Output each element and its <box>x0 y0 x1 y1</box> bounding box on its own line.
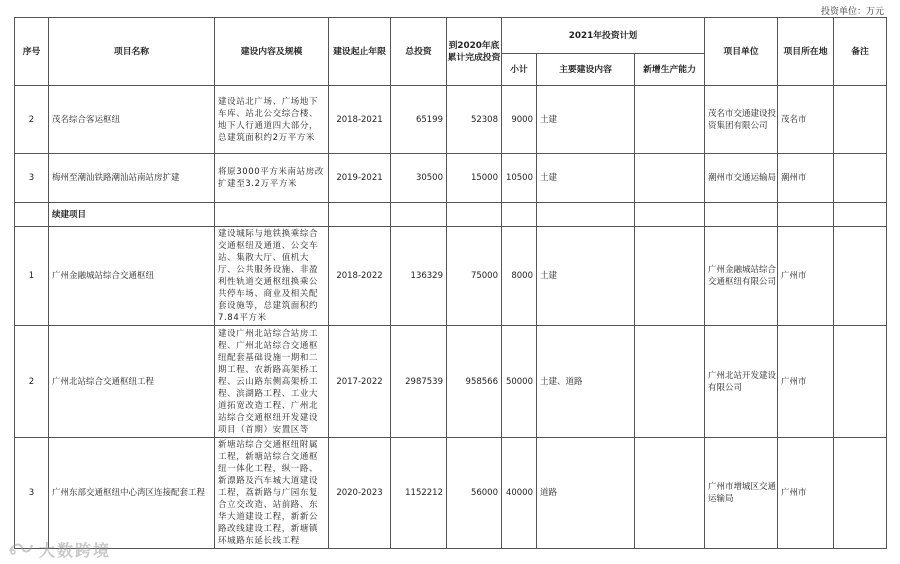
cell-period: 2018-2021 <box>329 86 391 154</box>
cell-content: 建设站北广场、广场地下车库、站北公交综合楼、地下人行通道四大部分，总建筑面积约2万平方米 <box>215 86 329 154</box>
cell-name: 广州东部交通枢纽中心湾区连接配套工程 <box>49 438 215 549</box>
header-name: 项目名称 <box>49 18 215 86</box>
cell-content: 新塘站综合交通枢纽附属工程，新塘站综合交通枢纽一体化工程，纵一路、新漂路及汽车城大道建设工程，荔新路与广园东复合立交改造、站前路、东华大道建设工程，新新公路改线建设工程，新塘镇环城路东延长线工程 <box>215 438 329 549</box>
cell-content: 建设广州北站综合站房工程、广州北站综合交通枢纽配套基础设施一期和二期工程、农新路高架桥工程、云山路东侧高架桥工程、滨湖路工程、工业大道拓宽改造工程、广州北站综合交通枢纽开发建设项目（首期）安置区等 <box>215 326 329 438</box>
cell-location: 广州市 <box>778 326 834 438</box>
hand-scroll-logo-icon <box>8 539 34 561</box>
cell-owner: 广州金融城站综合交通枢纽有限公司 <box>705 227 778 326</box>
cell-new-capacity <box>635 227 705 326</box>
cell-owner: 茂名市交通建设投资集团有限公司 <box>705 86 778 154</box>
cell-completed: 958566 <box>447 326 502 438</box>
cell-total: 2987539 <box>391 326 447 438</box>
cell-name: 梅州至潮汕铁路潮汕站南站房扩建 <box>49 154 215 203</box>
cell-period: 2019-2021 <box>329 154 391 203</box>
cell-seq: 2 <box>15 326 49 438</box>
header-remark: 备注 <box>834 18 887 86</box>
table-row <box>15 438 887 549</box>
header-subtotal: 小计 <box>502 54 537 86</box>
cell-period: 2020-2023 <box>329 438 391 549</box>
investment-plan-table <box>14 17 887 549</box>
cell-location: 茂名市 <box>778 86 834 154</box>
cell-remark <box>834 154 887 203</box>
header-location: 项目所在地 <box>778 18 834 86</box>
header-completed: 到2020年底累计完成投资 <box>447 18 502 86</box>
watermark <box>8 538 111 561</box>
cell-remark <box>834 326 887 438</box>
cell-completed: 75000 <box>447 227 502 326</box>
cell-seq: 3 <box>15 438 49 549</box>
cell-completed: 15000 <box>447 154 502 203</box>
cell-name: 广州金融城站综合交通枢纽 <box>49 227 215 326</box>
section-row <box>15 203 887 227</box>
header-seq: 序号 <box>15 18 49 86</box>
cell-name: 广州北站综合交通枢纽工程 <box>49 326 215 438</box>
table-row <box>15 227 887 326</box>
cell-owner: 潮州市交通运输局 <box>705 154 778 203</box>
cell-new-capacity <box>635 438 705 549</box>
cell-new-capacity <box>635 154 705 203</box>
cell-total: 1152212 <box>391 438 447 549</box>
cell-main-content: 土建、道路 <box>537 326 635 438</box>
cell-location: 潮州市 <box>778 154 834 203</box>
investment-unit-note: 投资单位：万元 <box>820 7 884 17</box>
cell-completed: 52308 <box>447 86 502 154</box>
cell-seq: 2 <box>15 86 49 154</box>
cell-new-capacity <box>635 326 705 438</box>
header-total: 总投资 <box>391 18 447 86</box>
cell-subtotal: 8000 <box>502 227 537 326</box>
header-period: 建设起止年限 <box>329 18 391 86</box>
header-owner: 项目单位 <box>705 18 778 86</box>
cell-remark <box>834 86 887 154</box>
cell-main-content: 土建 <box>537 154 635 203</box>
header-content: 建设内容及规模 <box>215 18 329 86</box>
cell-seq: 1 <box>15 227 49 326</box>
cell-location: 广州市 <box>778 438 834 549</box>
cell-main-content: 土建 <box>537 86 635 154</box>
header-plan-group: 2021年投资计划 <box>502 18 705 54</box>
cell-location: 广州市 <box>778 227 834 326</box>
cell-completed: 56000 <box>447 438 502 549</box>
header-main-content: 主要建设内容 <box>537 54 635 86</box>
cell-total: 30500 <box>391 154 447 203</box>
cell-subtotal: 10500 <box>502 154 537 203</box>
cell-period: 2018-2022 <box>329 227 391 326</box>
cell-owner: 广州北站开发建设有限公司 <box>705 326 778 438</box>
cell-total: 136329 <box>391 227 447 326</box>
cell-remark <box>834 438 887 549</box>
cell-main-content: 土建 <box>537 227 635 326</box>
table-row <box>15 86 887 154</box>
cell-subtotal: 9000 <box>502 86 537 154</box>
table-row <box>15 326 887 438</box>
cell-total: 65199 <box>391 86 447 154</box>
cell-period: 2017-2022 <box>329 326 391 438</box>
cell-name: 茂名综合客运枢纽 <box>49 86 215 154</box>
cell-content: 建设城际与地铁换乘综合交通枢纽及通道、公交车站、集散大厅、值机大厅、公共服务设施、非盈利性轨道交通枢纽换乘公共停车场、商业及相关配套设施等，总建筑面积约7.84平方米 <box>215 227 329 326</box>
cell-subtotal: 50000 <box>502 326 537 438</box>
section-label: 续建项目 <box>49 203 215 227</box>
cell-content: 将原3000平方米南站房改扩建至3.2万平方米 <box>215 154 329 203</box>
header-new-capacity: 新增生产能力 <box>635 54 705 86</box>
cell-seq: 3 <box>15 154 49 203</box>
cell-remark <box>834 227 887 326</box>
cell-owner: 广州市增城区交通运输局 <box>705 438 778 549</box>
table-row <box>15 154 887 203</box>
cell-main-content: 道路 <box>537 438 635 549</box>
cell-subtotal: 40000 <box>502 438 537 549</box>
watermark-text: 大数跨境 <box>39 541 112 560</box>
cell-new-capacity <box>635 86 705 154</box>
